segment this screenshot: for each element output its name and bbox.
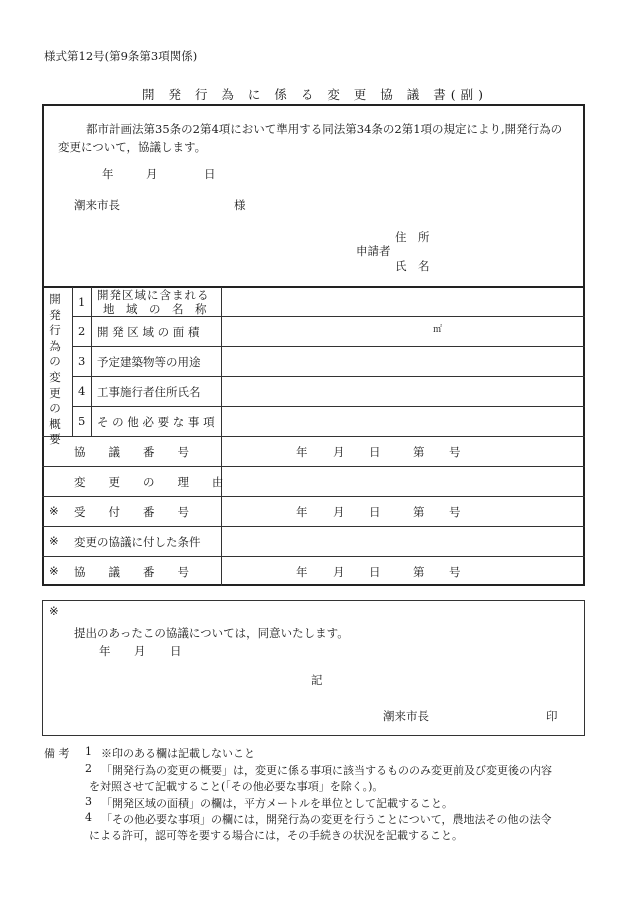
consult-date-month: 月 (333, 445, 345, 459)
receipt-no-suffix: 号 (449, 505, 461, 519)
intro-date-day: 日 (204, 167, 216, 181)
name-label: 氏 名 (395, 259, 430, 273)
summary-row-2-no: 2 (78, 324, 86, 338)
conditions-mark: ※ (49, 534, 59, 548)
consult-date-day: 日 (369, 445, 381, 459)
intro-paragraph: 都市計画法第35条の2第4項において準用する同法第34条の2第1項の規定により,開発行為の変更について，協議します。 (58, 122, 563, 154)
intro-date-year: 年 (102, 167, 114, 181)
consult-number2-label: 協 議 番 号 (74, 565, 189, 579)
consult-number-label: 協 議 番 号 (74, 445, 189, 459)
consult-no-prefix: 第 (413, 445, 425, 459)
receipt-no-prefix: 第 (413, 505, 425, 519)
note-3-no: 3 (85, 795, 92, 808)
row-divider (42, 496, 585, 497)
note-1-text: ※印のある欄は記載しないこと (101, 747, 255, 760)
consult2-no-prefix: 第 (413, 565, 425, 579)
intro-date-month: 月 (146, 167, 158, 181)
row-divider (42, 436, 585, 437)
row-divider (72, 316, 585, 317)
note-3-text: 「開発区域の面積」の欄は，平方メートルを単位として記載すること。 (101, 797, 453, 810)
receipt-number-label: 受 付 番 号 (74, 505, 189, 519)
note-1-no: 1 (85, 745, 92, 758)
consult-no2-mark: ※ (49, 564, 59, 578)
row-divider (72, 346, 585, 347)
consent-mayor: 潮来市長 (383, 709, 429, 723)
note-4-text-cont: による許可，認可等を要する場合には，その手続きの状況を記載すること。 (89, 829, 463, 842)
consent-text: 提出のあったこの協議については，同意いたします。 (74, 626, 349, 640)
consult2-date-year: 年 (296, 565, 308, 579)
summary-row-1-label-line1: 開発区域に含まれる (97, 288, 210, 302)
addressee: 潮来市長 (74, 198, 120, 212)
summary-row-3-no: 3 (78, 354, 86, 368)
note-4-no: 4 (85, 811, 92, 824)
consult-date-year: 年 (296, 445, 308, 459)
note-4-text: 「その他必要な事項」の欄には，開発行為の変更を行うことについて，農地法その他の法令 (101, 813, 552, 826)
summary-row-5-label: そ の 他 必 要 な 事 項 (97, 415, 215, 429)
summary-row-1-no: 1 (78, 295, 86, 309)
consult-no-suffix: 号 (449, 445, 461, 459)
note-2-text: 「開発行為の変更の概要」は，変更に係る事項に該当するもののみ変更前及び変更後の内容 (101, 764, 552, 777)
consult2-date-month: 月 (333, 565, 345, 579)
summary-row-4-label: 工事施行者住所氏名 (97, 385, 201, 399)
consult2-no-suffix: 号 (449, 565, 461, 579)
receipt-date-year: 年 (296, 505, 308, 519)
column-divider (72, 287, 73, 436)
summary-row-2-label: 開 発 区 域 の 面 積 (97, 325, 200, 339)
summary-row-1-label-line2: 地 域 の 名 称 (103, 302, 207, 316)
seal-mark: 印 (546, 709, 558, 723)
conditions-label: 変更の協議に付した条件 (74, 535, 201, 549)
summary-row-5-no: 5 (78, 414, 86, 428)
note-2-no: 2 (85, 762, 92, 775)
area-unit: ㎡ (433, 325, 443, 335)
consent-date-day: 日 (170, 644, 182, 658)
change-reason-label: 変 更 の 理 由 (74, 475, 224, 489)
address-label: 住 所 (395, 230, 430, 244)
consult2-date-day: 日 (369, 565, 381, 579)
receipt-mark: ※ (49, 504, 59, 518)
consent-ki: 記 (311, 673, 323, 687)
row-divider (72, 376, 585, 377)
note-2-text-cont: を対照させて記載すること(「その他必要な事項」を除く。)。 (89, 780, 384, 793)
receipt-date-month: 月 (333, 505, 345, 519)
row-divider (72, 406, 585, 407)
row-divider (42, 556, 585, 557)
consent-mark: ※ (49, 604, 59, 618)
document-title: 開 発 行 為 に 係 る 変 更 協 議 書(副) (142, 87, 488, 102)
row-divider (42, 526, 585, 527)
row-divider (42, 466, 585, 467)
summary-row-4-no: 4 (78, 384, 86, 398)
column-divider (91, 287, 92, 436)
form-number: 様式第12号(第9条第3項関係) (44, 49, 198, 63)
consent-date-month: 月 (134, 644, 146, 658)
column-divider (221, 287, 222, 586)
summary-row-3-label: 予定建築物等の用途 (97, 355, 201, 369)
consent-date-year: 年 (99, 644, 111, 658)
honorific: 様 (234, 198, 246, 212)
receipt-date-day: 日 (369, 505, 381, 519)
change-summary-vertical-label: 開発行為の変更の概要 (49, 292, 61, 447)
consent-box (42, 600, 585, 736)
notes-heading: 備 考 (44, 747, 70, 760)
applicant-label: 申請者 (356, 244, 391, 258)
summary-row-1-label (97, 288, 210, 316)
